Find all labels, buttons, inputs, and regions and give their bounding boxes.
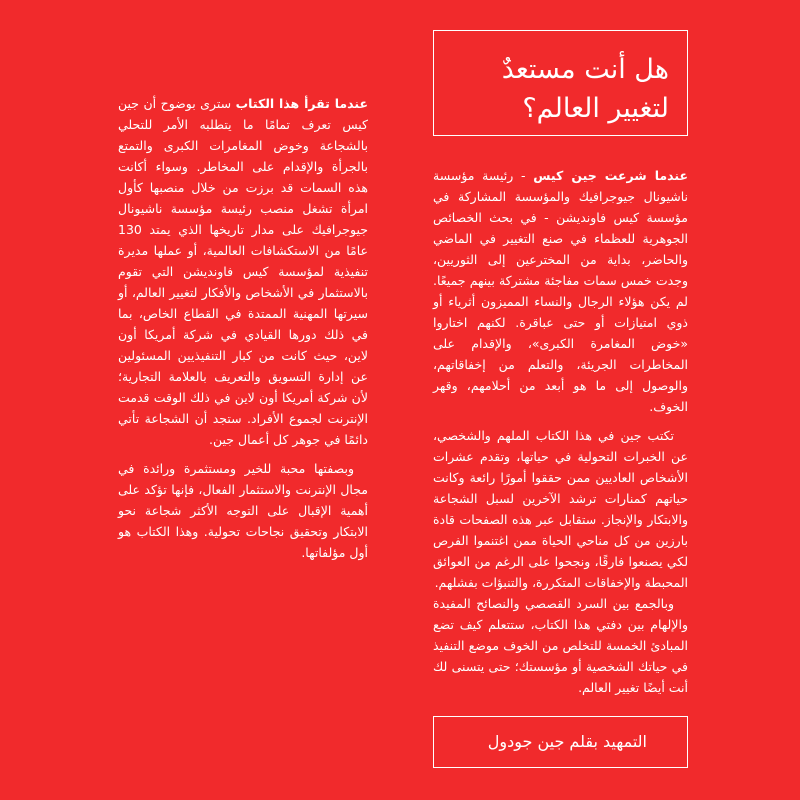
- left-lead-phrase: عندما تقرأ هذا الكتاب: [235, 96, 368, 111]
- foreword-credit: التمهيد بقلم جين جودول: [487, 732, 647, 751]
- right-paragraph-1-body: - رئيسة مؤسسة ناشيونال جيوجرافيك والمؤسسة المشاركة في مؤسسة كيس فاونديشن - في بحث الخصائص الجوهرية للعظماء في صنع التغيير في الماضي والحاضر، بداية من المخترعين إلى الثوريين، وجدت خمس سمات مفاجئة مشتركة بينهم جميعًا. لم يكن هؤلاء الرجال والنساء المميزون أثرياء أو ذوي امتيازات أو حتى عباقرة. لكنهم اختاروا «خوض المغامرة الكبرى»، والإقدام على المخاطرات الجريئة، والتعلم من إخفاقاتهم، والوصول إلى ما هو أبعد من أحلامهم، وقهر الخوف.: [433, 168, 688, 414]
- right-paragraph-1: [433, 165, 688, 417]
- right-column: [433, 165, 688, 698]
- left-paragraph-1: [118, 93, 368, 450]
- right-paragraph-2: تكتب جين في هذا الكتاب الملهم والشخصي، عن الخبرات التحولية في حياتها، وتقدم عشرات الأشخاص العاديين ممن حققوا أمورًا رائعة وكانت حياتهم كمنارات ترشد الآخرين لسبل الشجاعة والابتكار والإنجاز. ستقابل عبر هذه الصفحات قادة بارزين من كل مناحي الحياة ممن اغتنموا الفرص لكي يصنعوا فارقًا، ونجحوا على الرغم من العوائق المحبطة والإخفاقات المتكررة، والتنبؤات بفشلهم.: [433, 428, 688, 590]
- foreword-box: [433, 716, 688, 768]
- right-paragraph-3: وبالجمع بين السرد القصصي والنصائح المفيدة والإلهام بين دفتي هذا الكتاب، ستتعلم كيف تضع المبادئ الخمسة للتخلص من الخوف موضع التنفيذ في حياتك الشخصية أو مؤسستك؛ حتى يتسنى لك أنت أيضًا تغيير العالم.: [433, 596, 688, 695]
- headline-line-2: لتغيير العالم؟: [522, 93, 669, 124]
- left-paragraph-2: وبصفتها محبة للخير ومستثمرة ورائدة في مجال الإنترنت والاستثمار الفعال، فإنها تؤكد على أهمية الإقبال على التوجه الأكثر شجاعة نحو الابتكار وتحقيق نجاحات تحولية. وهذا الكتاب هو أول مؤلفاتها.: [118, 461, 368, 560]
- left-paragraph-1-body: سترى بوضوح أن جين كيس تعرف تمامًا ما يتطلبه الأمر للتحلي بالشجاعة وخوض المغامرات الكبرى والتمتع بالجرأة والإقدام على المخاطر. وسواء أكانت هذه السمات قد برزت من خلال منصبها كأول امرأة تشغل منصب رئيسة مؤسسة ناشيونال جيوجرافيك على مدار تاريخها الذي يمتد 130 عامًا من الاستكشافات العالمية، أو عملها مديرة تنفيذية لمؤسسة كيس فاونديشن التي تقوم بالاستثمار في الأشخاص والأفكار لتغيير العالم، أو سيرتها المهنية الممتدة في القطاع الخاص، بما في ذلك دورها القيادي في شركة أمريكا أون لاين، حيث كانت من كبار التنفيذيين المسئولين عن إدارة التسويق والتعريف بالعلامة التجارية؛ لأن شركة أمريكا أون لاين في ذلك الوقت قدمت الإنترنت لجموع الأفراد. ستجد أن الشجاعة تأتي دائمًا في جوهر كل أعمال جين.: [118, 96, 368, 447]
- right-lead-phrase: عندما شرعت جين كيس: [533, 168, 688, 183]
- headline-line-1: هل أنت مستعدٌ: [501, 54, 669, 85]
- headline-box: [433, 30, 688, 136]
- left-column: [118, 93, 368, 563]
